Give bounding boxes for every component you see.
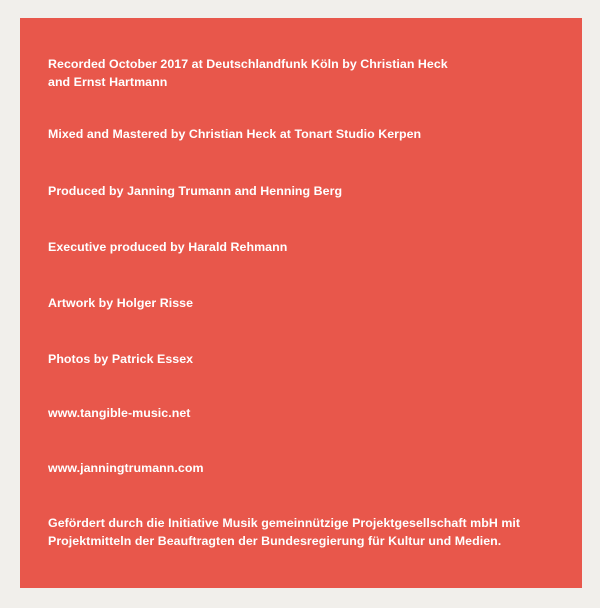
credit-produced: Produced by Janning Trumann and Henning Berg (48, 184, 343, 198)
website-link-trumann[interactable]: www.janningtrumann.com (48, 461, 204, 475)
funding-note-line1: Gefördert durch die Initiative Musik gemeinnützige Projektgesellschaft mbH mit (48, 516, 521, 530)
credit-executive: Executive produced by Harald Rehmann (48, 240, 288, 254)
credit-recorded-line2: and Ernst Hartmann (48, 75, 168, 89)
credit-artwork: Artwork by Holger Risse (48, 296, 194, 310)
credit-recorded-line1: Recorded October 2017 at Deutschlandfunk Köln by Christian Heck (48, 57, 448, 71)
credits-panel (20, 18, 582, 588)
credit-mixed: Mixed and Mastered by Christian Heck at Tonart Studio Kerpen (48, 127, 422, 141)
website-link-tangible[interactable]: www.tangible-music.net (48, 406, 191, 420)
credit-photos: Photos by Patrick Essex (48, 352, 194, 366)
funding-note-line2: Projektmitteln der Beauftragten der Bundesregierung für Kultur und Medien. (48, 534, 502, 548)
